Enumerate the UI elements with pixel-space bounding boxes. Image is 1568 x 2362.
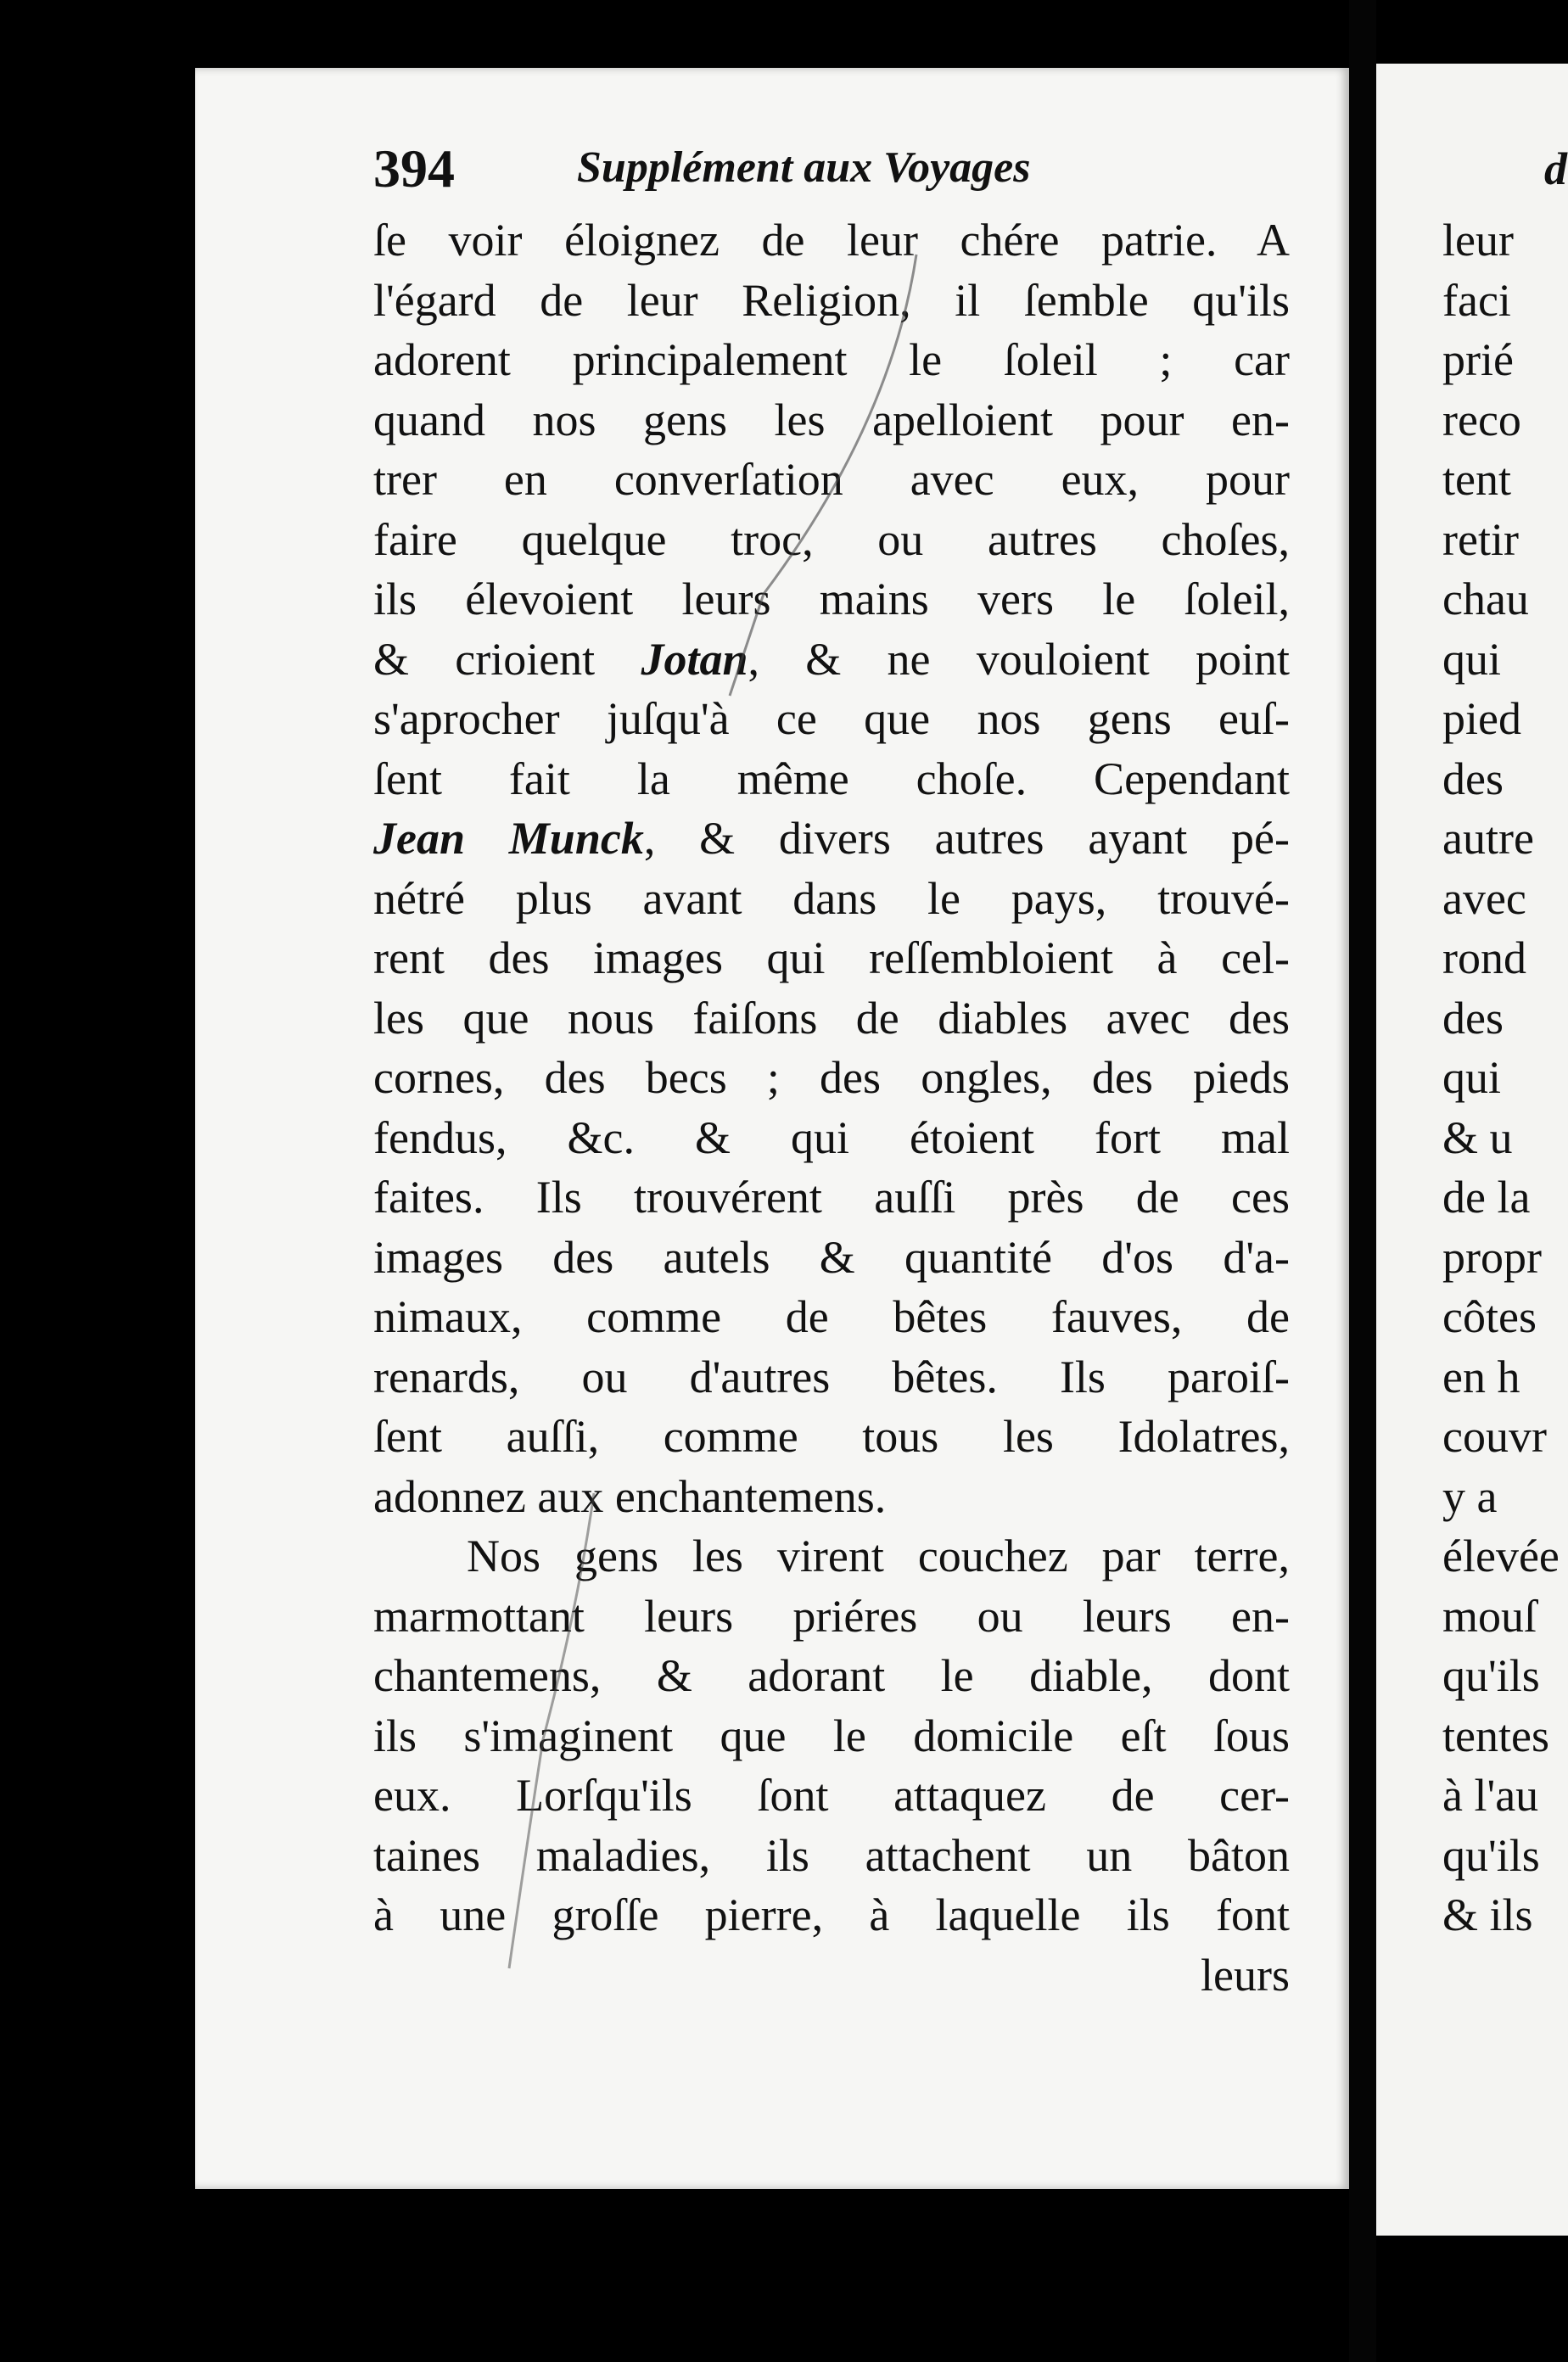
text-line-fragment: retir [1442,513,1519,565]
text-line: à une groſſe pierre, à laquelle ils font [373,1889,1290,1940]
text-line-fragment: reco [1442,394,1521,445]
text-line: images des autels & quantité d'os d'a- [373,1231,1290,1283]
text-line-fragment: qui [1442,633,1502,685]
text-line-fragment: qu'ils [1442,1829,1540,1881]
running-head: Supplément aux Voyages [577,143,1031,192]
text-line-fragment: chau [1442,574,1529,624]
right-running-head-fragment: d [1544,143,1567,194]
text-line: nimaux, comme de bêtes fauves, de [373,1291,1290,1342]
text-line-fragment: couvr [1442,1411,1547,1462]
text-line-fragment: prié [1442,334,1514,385]
text-line: fendus, &c. & qui étoient fort mal [373,1111,1290,1163]
text-line-fragment: qui [1442,1052,1502,1103]
page-number: 394 [373,138,455,199]
text-line-fragment: côtes [1442,1291,1537,1342]
text-line-fragment: & u [1442,1111,1513,1163]
text-line: ils élevoient leurs mains vers le ſoleil, [373,574,1290,624]
text-line: trer en converſation avec eux, pour [373,454,1290,505]
text-line-fragment: propr [1442,1231,1542,1283]
text-line-fragment: leur [1442,215,1514,266]
text-line: eux. Lorſqu'ils ſont attaquez de cer- [373,1770,1290,1821]
text-line-fragment: qu'ils [1442,1650,1540,1701]
text-line-fragment: tent [1442,454,1511,505]
text-line-fragment: y a [1442,1470,1498,1522]
text-line-fragment: élevée [1442,1531,1560,1581]
text-line: nétré plus avant dans le pays, trouvé- [373,872,1290,924]
text-line-fragment: avec [1442,872,1526,924]
text-line: Jean Munck, & divers autres ayant pé- [373,813,1291,864]
text-line: les que nous faiſons de diables avec des [373,992,1290,1044]
text-line-fragment: autre [1442,813,1534,864]
text-line: adorent principalement le ſoleil ; car [373,334,1290,385]
text-line-fragment: faci [1442,274,1511,326]
text-line: Nos gens les virent couchez par terre, [467,1531,1290,1581]
text-line: ſent auſſi, comme tous les Idolatres, [373,1411,1290,1462]
body-text [373,210,1290,2005]
page-header [373,137,1324,205]
text-line: l'égard de leur Religion, il ſemble qu'ils [373,274,1290,326]
text-line: cornes, des becs ; des ongles, des pieds [373,1052,1290,1103]
text-line: renards, ou d'autres bêtes. Ils paroiſ- [373,1351,1290,1402]
text-line: quand nos gens les apelloient pour en- [373,394,1290,445]
text-line-fragment: tentes [1442,1710,1549,1761]
catchword: leurs [1201,1949,1290,2001]
right-page-text [1442,210,1560,1945]
text-line: rent des images qui reſſembloient à cel- [373,932,1290,983]
text-line: marmottant leurs priéres ou leurs en- [373,1590,1290,1642]
text-line-fragment: en h [1442,1351,1520,1402]
text-line: faire quelque troc, ou autres choſes, [373,513,1290,565]
text-line: ſent fait la même choſe. Cependant [373,753,1290,804]
text-line-fragment: mouſ [1442,1590,1537,1642]
text-line-fragment: des [1442,992,1504,1044]
text-line-fragment: des [1442,753,1504,804]
text-line: & crioient Jotan, & ne vouloient point [373,633,1290,685]
text-line: s'aprocher juſqu'à ce que nos gens euſ- [373,693,1290,744]
text-line-fragment: & ils [1442,1889,1533,1940]
text-line: ſe voir éloignez de leur chére patrie. A [373,215,1290,266]
text-line: chantemens, & adorant le diable, dont [373,1650,1290,1701]
text-line-fragment: pied [1442,693,1521,744]
text-line-fragment: rond [1442,932,1526,983]
text-line: faites. Ils trouvérent auſſi près de ces [373,1172,1290,1223]
text-line-fragment: de la [1442,1172,1531,1223]
text-line: ils s'imaginent que le domicile eſt ſous [373,1710,1290,1761]
book-gutter [1349,0,1376,2362]
text-line: adonnez aux enchantemens. [373,1470,887,1522]
text-line-fragment: à l'au [1442,1770,1539,1821]
text-line: taines maladies, ils attachent un bâton [373,1829,1290,1881]
